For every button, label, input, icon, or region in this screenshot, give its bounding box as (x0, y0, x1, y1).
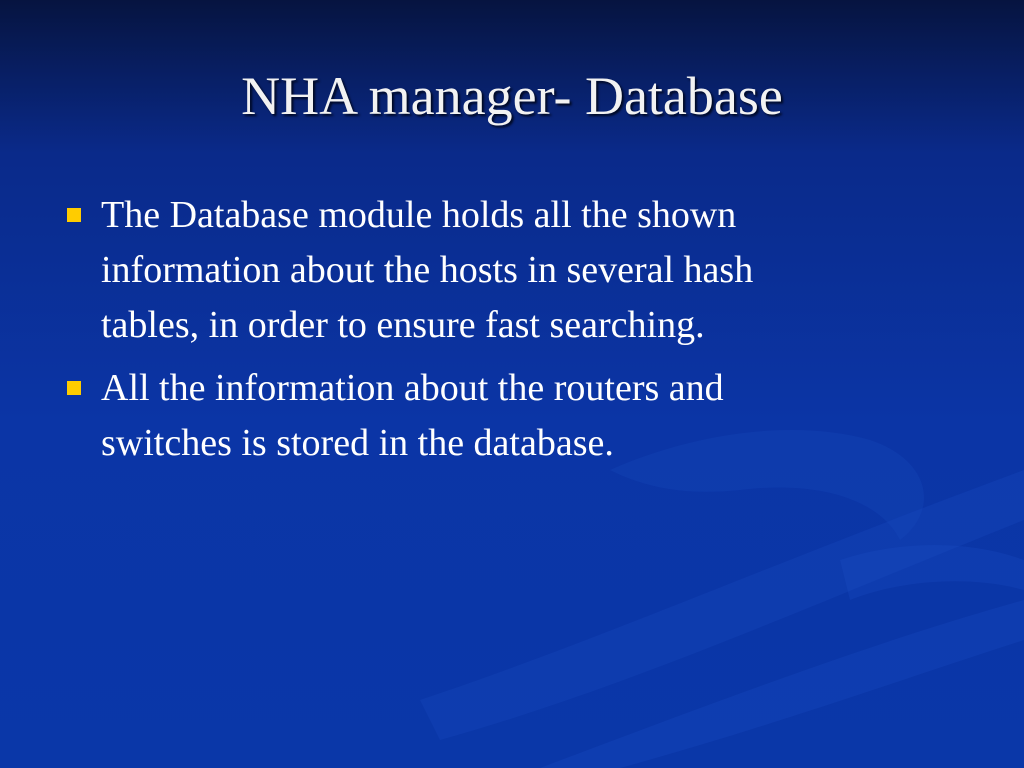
bullet-list (62, 188, 962, 479)
bullet-line: switches is stored in the database. (101, 422, 614, 464)
square-bullet-icon (67, 208, 81, 222)
bullet-line: The Database module holds all the shown (101, 194, 737, 236)
slide-title: NHA manager- Database (241, 66, 783, 126)
bullet-item-database-module (62, 188, 962, 353)
bullet-line: information about the hosts in several hash (101, 249, 754, 291)
bullet-line: tables, in order to ensure fast searching. (101, 304, 705, 346)
bullet-item-routers-switches (62, 361, 962, 471)
bullet-line: All the information about the routers and (101, 367, 724, 409)
square-bullet-icon (67, 381, 81, 395)
